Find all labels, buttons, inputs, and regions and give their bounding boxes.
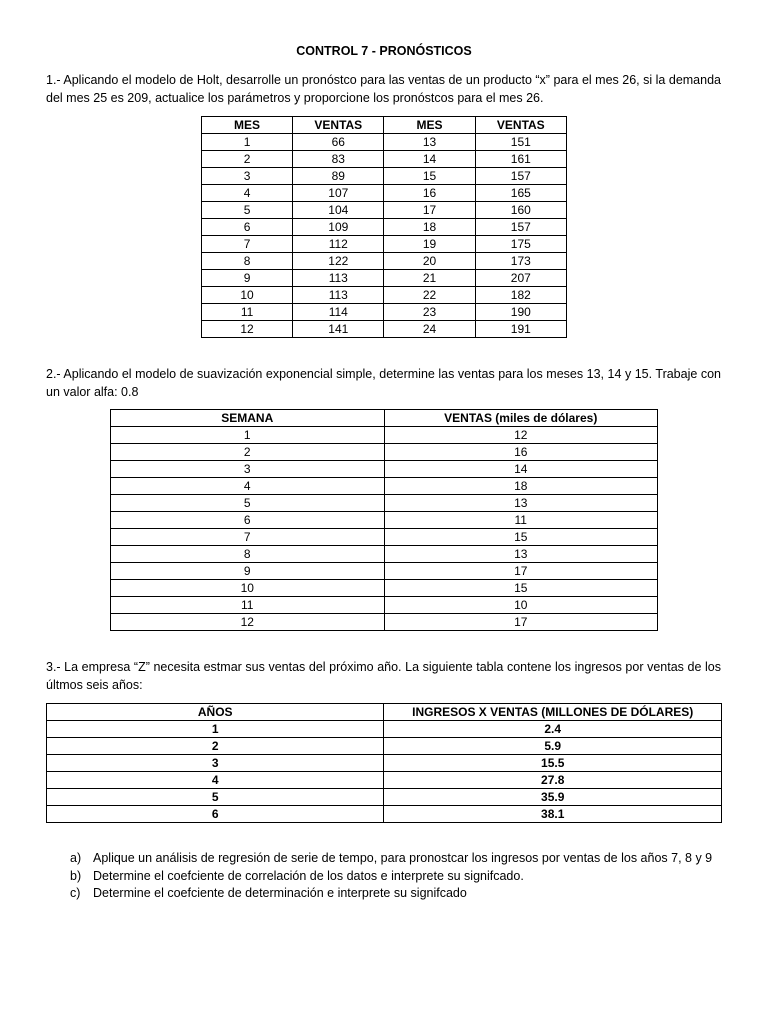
table-cell: 20 — [384, 253, 475, 270]
table-cell: 109 — [293, 219, 384, 236]
table-cell: 3 — [111, 461, 385, 478]
document-title: CONTROL 7 - PRONÓSTICOS — [296, 44, 472, 58]
table-header-row — [111, 410, 658, 427]
table-cell: 207 — [475, 270, 566, 287]
table-cell: 2 — [111, 444, 385, 461]
list-item-label: a) — [70, 851, 82, 865]
table-row — [47, 772, 722, 789]
header-cell: SEMANA — [111, 410, 385, 427]
table-cell: 160 — [475, 202, 566, 219]
table-cell: 38.1 — [384, 806, 722, 823]
table-row — [47, 806, 722, 823]
header-cell: MES — [202, 117, 293, 134]
table-cell: 8 — [202, 253, 293, 270]
table-cell: 15.5 — [384, 755, 722, 772]
question-3-text: 3.- La empresa “Z” necesita estmar sus ventas del próximo año. La siguiente tabla contene los ingresos por ventas de los últmos seis años: — [46, 660, 721, 692]
question-2-text: 2.- Aplicando el modelo de suavización exponencial simple, determine las ventas para los meses 13, 14 y 15. Trabaje con un valor alfa: 0.8 — [46, 367, 721, 399]
table-row — [111, 546, 658, 563]
table-cell: 4 — [47, 772, 384, 789]
table-cell: 17 — [384, 614, 658, 631]
table-row — [202, 270, 567, 287]
table-cell: 3 — [47, 755, 384, 772]
table-cell: 104 — [293, 202, 384, 219]
table-cell: 22 — [384, 287, 475, 304]
list-item-text: Aplique un análisis de regresión de serie de tempo, para pronostcar los ingresos por ventas de los años 7, 8 y 9 — [93, 851, 713, 865]
table-cell: 89 — [293, 168, 384, 185]
revenue-table — [46, 703, 722, 823]
table-row — [111, 444, 658, 461]
table-row — [111, 529, 658, 546]
table-cell: 19 — [384, 236, 475, 253]
table-row — [111, 478, 658, 495]
table-cell: 15 — [384, 580, 658, 597]
table-cell: 2.4 — [384, 721, 722, 738]
table-header-row — [47, 704, 722, 721]
header-cell: VENTAS — [475, 117, 566, 134]
table-cell: 23 — [384, 304, 475, 321]
table-row — [202, 253, 567, 270]
table-cell: 17 — [384, 563, 658, 580]
table-cell: 35.9 — [384, 789, 722, 806]
table-row — [111, 512, 658, 529]
table-cell: 10 — [111, 580, 385, 597]
table-cell: 15 — [384, 168, 475, 185]
table-cell: 10 — [384, 597, 658, 614]
table-row — [202, 134, 567, 151]
header-cell: VENTAS — [293, 117, 384, 134]
header-cell: VENTAS (miles de dólares) — [384, 410, 658, 427]
list-item-label: b) — [70, 868, 82, 883]
table-cell: 83 — [293, 151, 384, 168]
table-cell: 18 — [384, 219, 475, 236]
table-cell: 13 — [384, 546, 658, 563]
table-row — [111, 580, 658, 597]
table-row — [47, 755, 722, 772]
table-cell: 18 — [384, 478, 658, 495]
table-cell: 16 — [384, 444, 658, 461]
list-item-label: c) — [70, 886, 81, 900]
table-cell: 21 — [384, 270, 475, 287]
table-cell: 11 — [384, 512, 658, 529]
table-cell: 182 — [475, 287, 566, 304]
table-cell: 161 — [475, 151, 566, 168]
table-cell: 165 — [475, 185, 566, 202]
table-cell: 113 — [293, 270, 384, 287]
table-cell: 17 — [384, 202, 475, 219]
table-cell: 4 — [111, 478, 385, 495]
list-item — [70, 885, 721, 903]
table-cell: 5 — [47, 789, 384, 806]
table-cell: 13 — [384, 495, 658, 512]
table-row — [111, 427, 658, 444]
table-cell: 157 — [475, 219, 566, 236]
table-cell: 5 — [111, 495, 385, 512]
table-cell: 11 — [111, 597, 385, 614]
table-cell: 191 — [475, 321, 566, 338]
table-cell: 9 — [111, 563, 385, 580]
table-cell: 113 — [293, 287, 384, 304]
table-cell: 175 — [475, 236, 566, 253]
table-row — [202, 168, 567, 185]
table-header-row — [202, 117, 567, 134]
list-item — [70, 850, 721, 868]
table-row — [202, 202, 567, 219]
table-row — [202, 185, 567, 202]
list-item-text: Determine el coefciente de correlación de los datos e interprete su signifcado. — [93, 868, 524, 883]
table-cell: 5 — [202, 202, 293, 219]
table-cell: 2 — [202, 151, 293, 168]
table-cell: 14 — [384, 151, 475, 168]
table-row — [202, 287, 567, 304]
table-cell: 112 — [293, 236, 384, 253]
table-cell: 10 — [202, 287, 293, 304]
table-row — [111, 461, 658, 478]
table-cell: 3 — [202, 168, 293, 185]
table-row — [202, 151, 567, 168]
table-cell: 2 — [47, 738, 384, 755]
table-cell: 1 — [202, 134, 293, 151]
table-row — [111, 495, 658, 512]
header-cell: AÑOS — [47, 704, 384, 721]
table-cell: 151 — [475, 134, 566, 151]
table-row — [111, 614, 658, 631]
table-cell: 7 — [202, 236, 293, 253]
table-cell: 12 — [384, 427, 658, 444]
table-cell: 107 — [293, 185, 384, 202]
table-cell: 7 — [111, 529, 385, 546]
table-cell: 9 — [202, 270, 293, 287]
table-cell: 14 — [384, 461, 658, 478]
table-row — [111, 597, 658, 614]
table-cell: 8 — [111, 546, 385, 563]
table-cell: 114 — [293, 304, 384, 321]
list-item — [70, 868, 721, 886]
table-cell: 15 — [384, 529, 658, 546]
table-row — [202, 236, 567, 253]
table-cell: 173 — [475, 253, 566, 270]
table-cell: 12 — [202, 321, 293, 338]
table-cell: 12 — [111, 614, 385, 631]
table-cell: 13 — [384, 134, 475, 151]
table-cell: 190 — [475, 304, 566, 321]
list-item-text: Determine el coefciente de determinación e interprete su signifcado — [93, 886, 467, 900]
table-cell: 6 — [202, 219, 293, 236]
question-1-text: 1.- Aplicando el modelo de Holt, desarrolle un pronóstco para las ventas de un producto “x” para el mes 26, si la demanda del mes 25 es 209, actualice los parámetros y proporcione los pronóstcos para el mes 26. — [46, 73, 721, 105]
holt-sales-table — [201, 116, 567, 338]
table-row — [202, 304, 567, 321]
table-row — [47, 789, 722, 806]
header-cell: MES — [384, 117, 475, 134]
table-row — [202, 321, 567, 338]
table-cell: 5.9 — [384, 738, 722, 755]
question-3-subitems — [70, 850, 721, 903]
table-row — [111, 563, 658, 580]
table-row — [202, 219, 567, 236]
table-cell: 6 — [111, 512, 385, 529]
table-cell: 16 — [384, 185, 475, 202]
table-cell: 24 — [384, 321, 475, 338]
table-cell: 1 — [111, 427, 385, 444]
table-cell: 66 — [293, 134, 384, 151]
header-cell: INGRESOS X VENTAS (MILLONES DE DÓLARES) — [384, 704, 722, 721]
table-cell: 6 — [47, 806, 384, 823]
table-cell: 27.8 — [384, 772, 722, 789]
table-cell: 11 — [202, 304, 293, 321]
table-cell: 122 — [293, 253, 384, 270]
table-cell: 157 — [475, 168, 566, 185]
table-cell: 4 — [202, 185, 293, 202]
table-row — [47, 721, 722, 738]
smoothing-sales-table — [110, 409, 658, 631]
table-cell: 141 — [293, 321, 384, 338]
table-cell: 1 — [47, 721, 384, 738]
table-row — [47, 738, 722, 755]
